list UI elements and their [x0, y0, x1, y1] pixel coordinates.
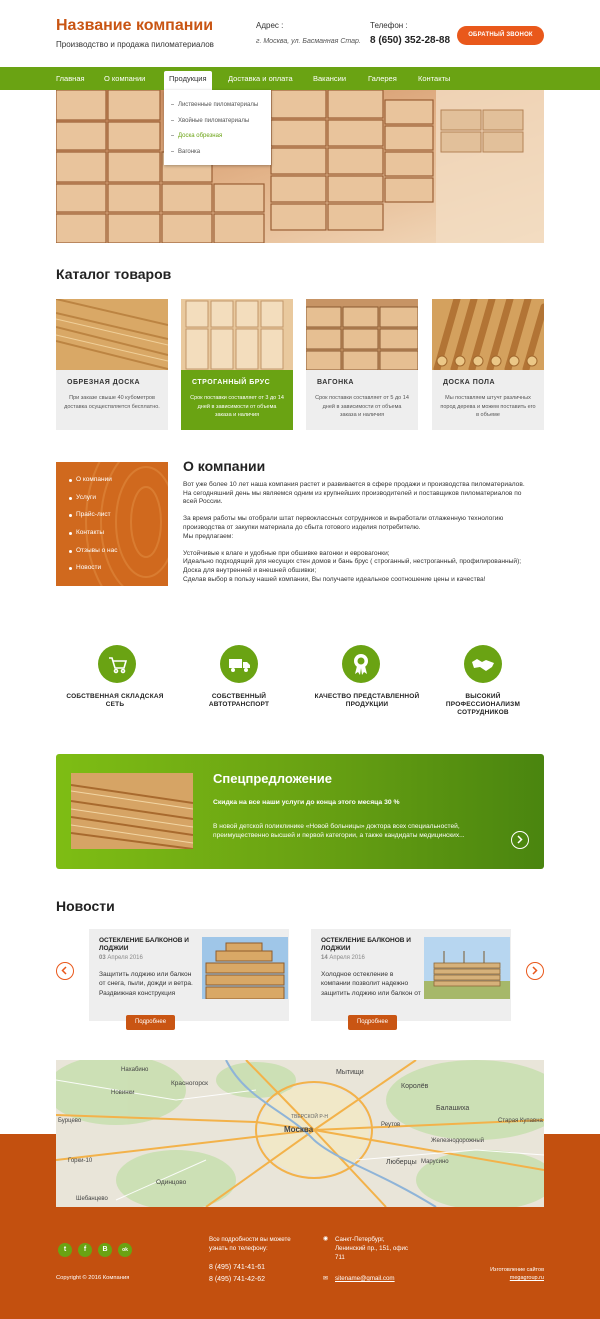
phone-label: Телефон :: [370, 21, 408, 30]
map-label: Горки-10: [68, 1158, 93, 1164]
card-title: ВАГОНКА: [317, 379, 354, 386]
feature-label-staff: ВЫСОКИЙ ПРОФЕССИОНАЛИЗМ СОТРУДНИКОВ: [445, 693, 521, 716]
twitter-icon[interactable]: t: [58, 1243, 72, 1257]
news-card: [89, 929, 289, 1021]
footer-phone-2[interactable]: 8 (495) 741-42-62: [209, 1276, 266, 1283]
special-offer-text: В новой детской поликлинике «Новой больницы» доктора всех специальностей, преимущественно высшей и первой категории, а также кандидаты медицинских...: [213, 823, 465, 840]
nav-item-delivery[interactable]: Доставка и оплата: [228, 74, 293, 83]
quality-badge-icon: [342, 645, 380, 683]
made-by-link[interactable]: megagroup.ru: [509, 1275, 544, 1281]
news-card-date: 03 Апреля 2016: [99, 955, 143, 961]
news-prev-button[interactable]: [56, 962, 74, 980]
side-menu-news[interactable]: Новости: [76, 564, 101, 571]
special-offer-title: Спецпредложение: [213, 771, 332, 786]
feature-label-transport: СОБСТВЕННЫЙ АВТОТРАНСПОРТ: [208, 693, 270, 708]
news-title: Новости: [56, 898, 115, 914]
map-label: Красногорск: [171, 1080, 209, 1087]
catalog-card-planed-beam[interactable]: [181, 299, 293, 430]
main-nav: [0, 67, 600, 90]
site-made-by: [470, 1266, 544, 1282]
footer-email[interactable]: sitename@gmail.com: [335, 1275, 395, 1282]
map-label: Одинцово: [156, 1179, 187, 1186]
special-offer-image: [71, 773, 193, 849]
nav-item-products[interactable]: Продукция: [164, 71, 212, 90]
chevron-left-icon: [57, 963, 72, 978]
catalog-card-lining[interactable]: [306, 299, 418, 430]
side-menu-services[interactable]: Услуги: [76, 494, 96, 501]
card-title: СТРОГАННЫЙ БРУС: [192, 379, 271, 386]
nav-item-contacts[interactable]: Контакты: [418, 74, 451, 83]
address-value: г. Москва, ул. Басманная Стар.: [256, 38, 361, 45]
catalog-card-floor-board[interactable]: [432, 299, 544, 430]
map-label: Люберцы: [386, 1159, 417, 1166]
map-label: Шебанцево: [76, 1196, 108, 1202]
company-tagline: Производство и продажа пиломатериалов: [56, 40, 214, 49]
floor-board-image: [432, 299, 544, 370]
news-more-button[interactable]: Подробнее: [348, 1015, 397, 1030]
company-name[interactable]: Название компании: [56, 17, 214, 34]
card-title: ДОСКА ПОЛА: [443, 379, 496, 386]
footer-address: Санкт-Петербург, Ленинский пр., 151, офис 711: [335, 1236, 409, 1261]
news-card-text: Защитить лоджию или балкон от снега, пыли, дожди и ветра. Раздвижная конструкция: [99, 971, 193, 997]
card-text: Срок поставки составляет от 3 до 14 дней в зависимости от объема заказа и наличия: [190, 395, 284, 418]
news-more-button[interactable]: Подробнее: [126, 1015, 175, 1030]
copyright: Copyright © 2016 Компания: [56, 1275, 130, 1281]
about-title: О компании: [183, 458, 266, 474]
nav-item-home[interactable]: Главная: [56, 74, 85, 83]
map-label: Бурцево: [58, 1118, 82, 1124]
news-card-title[interactable]: ОСТЕКЛЕНИЕ БАЛКОНОВ И ЛОДЖИИ: [321, 937, 411, 952]
feature-label-quality: КАЧЕСТВО ПРЕДСТАВЛЕННОЙ ПРОДУКЦИИ: [314, 693, 420, 708]
lining-image: [306, 299, 418, 370]
catalog-card-edged-board[interactable]: [56, 299, 168, 430]
side-menu-price[interactable]: Прайс-лист: [76, 511, 111, 518]
nav-item-gallery[interactable]: Галерея: [368, 74, 397, 83]
map-label: Старая Купавна: [498, 1118, 543, 1124]
special-offer-arrow-button[interactable]: [511, 831, 529, 849]
card-text: При заказе свыше 40 кубометров доставка осуществляется бесплатно.: [64, 395, 160, 410]
dropdown-item-edged-board[interactable]: Доска обрезная: [178, 133, 222, 139]
chevron-right-icon: [512, 832, 527, 847]
planed-beam-image: [181, 299, 293, 370]
made-by-label: Изготовление сайтов: [490, 1267, 544, 1273]
footer-phone-note: Все подробности вы можете узнать по телефону:: [209, 1236, 291, 1252]
map-label: ТВЕРСКОЙ Р-Н: [291, 1114, 328, 1120]
dropdown-item-softwood[interactable]: Хвойные пиломатериалы: [178, 118, 249, 124]
vk-icon[interactable]: B: [98, 1243, 112, 1257]
about-text: Вот уже более 10 лет наша компания растет и развивается в сфере продажи и производства пиломатериалов. На сегодняшний день мы являемся одним из крупнейших производителей и поставщиков пиломатериалов по всей России. За время работы мы отобрали штат первоклассных сотрудников и выработали отлаженную технологию производства от закупки материала до сбыта готового изделия потребителю. Мы предлагаем: Устойчивые к влаге и удобные при обшивке вагонки и евровагонки; Идеально подходящий для несущих стен домов и бань брус ( строганный, нестроганный, профилированный); Доска для внутренней и внешней обшивки; Сделав выбор в пользу нашей компании, Вы получаете идеальное соотношение цены и качества!: [183, 481, 525, 583]
edged-board-image: [56, 299, 168, 370]
map-label: Мытищи: [336, 1069, 364, 1076]
map-label: Королёв: [401, 1083, 429, 1090]
handshake-icon: [464, 645, 502, 683]
products-dropdown: [164, 90, 271, 165]
address-label: Адрес :: [256, 21, 284, 30]
side-menu-contacts[interactable]: Контакты: [76, 529, 104, 536]
news-card: [311, 929, 511, 1021]
news-image-lumber: [202, 937, 288, 999]
dropdown-item-hardwood[interactable]: Лиственные пиломатериалы: [178, 102, 258, 108]
nav-item-about[interactable]: О компании: [104, 74, 146, 83]
special-offer-subtitle: Скидка на все наши услуги до конца этого месяца 30 %: [213, 799, 400, 806]
nav-item-vacancies[interactable]: Вакансии: [313, 74, 347, 83]
footer-phone-1[interactable]: 8 (495) 741-41-61: [209, 1264, 266, 1271]
map-label: Балашиха: [436, 1105, 470, 1112]
location-pin-icon: ◉: [323, 1236, 329, 1242]
news-card-date: 14 Апреля 2016: [321, 955, 365, 961]
map[interactable]: [56, 1060, 544, 1207]
map-label: Марусино: [421, 1159, 449, 1165]
map-label: Новинки: [111, 1090, 135, 1096]
side-menu-about[interactable]: О компании: [76, 476, 112, 483]
news-card-text: Холодное остекление в компании позволит надежно защитить лоджию или балкон от: [321, 971, 421, 997]
chevron-right-icon: [527, 963, 542, 978]
side-menu: [56, 462, 168, 586]
warehouse-icon: [98, 645, 136, 683]
card-text: Мы поставляем штучт различных пород дерева и можем поставить его в объеме: [440, 395, 536, 418]
dropdown-item-lining[interactable]: Вагонка: [178, 149, 200, 155]
truck-icon: [220, 645, 258, 683]
catalog-title: Каталог товаров: [56, 266, 172, 282]
news-image-log-house: [424, 937, 510, 999]
feature-label-warehouse: СОБСТВЕННАЯ СКЛАДСКАЯ СЕТЬ: [66, 693, 164, 708]
map-label: Железнодорожный: [431, 1138, 485, 1144]
mail-icon: ✉: [323, 1276, 329, 1282]
map-label: Нахабино: [121, 1067, 149, 1073]
card-title: ОБРЕЗНАЯ ДОСКА: [67, 379, 141, 386]
map-label: Москва: [284, 1125, 314, 1134]
callback-button[interactable]: ОБРАТНЫЙ ЗВОНОК: [457, 26, 544, 45]
map-label: Реутов: [381, 1122, 401, 1128]
news-card-title[interactable]: ОСТЕКЛЕНИЕ БАЛКОНОВ И ЛОДЖИИ: [99, 937, 189, 952]
card-text: Срок поставки составляет от 5 до 14 дней в зависимости от объема заказа и наличия: [315, 395, 409, 418]
side-menu-reviews[interactable]: Отзывы о нас: [76, 547, 118, 554]
hero-lumber-image: [56, 90, 544, 243]
news-next-button[interactable]: [526, 962, 544, 980]
facebook-icon[interactable]: f: [78, 1243, 92, 1257]
odnoklassniki-icon[interactable]: ok: [118, 1243, 132, 1257]
phone-value[interactable]: 8 (650) 352-28-88: [370, 35, 451, 46]
